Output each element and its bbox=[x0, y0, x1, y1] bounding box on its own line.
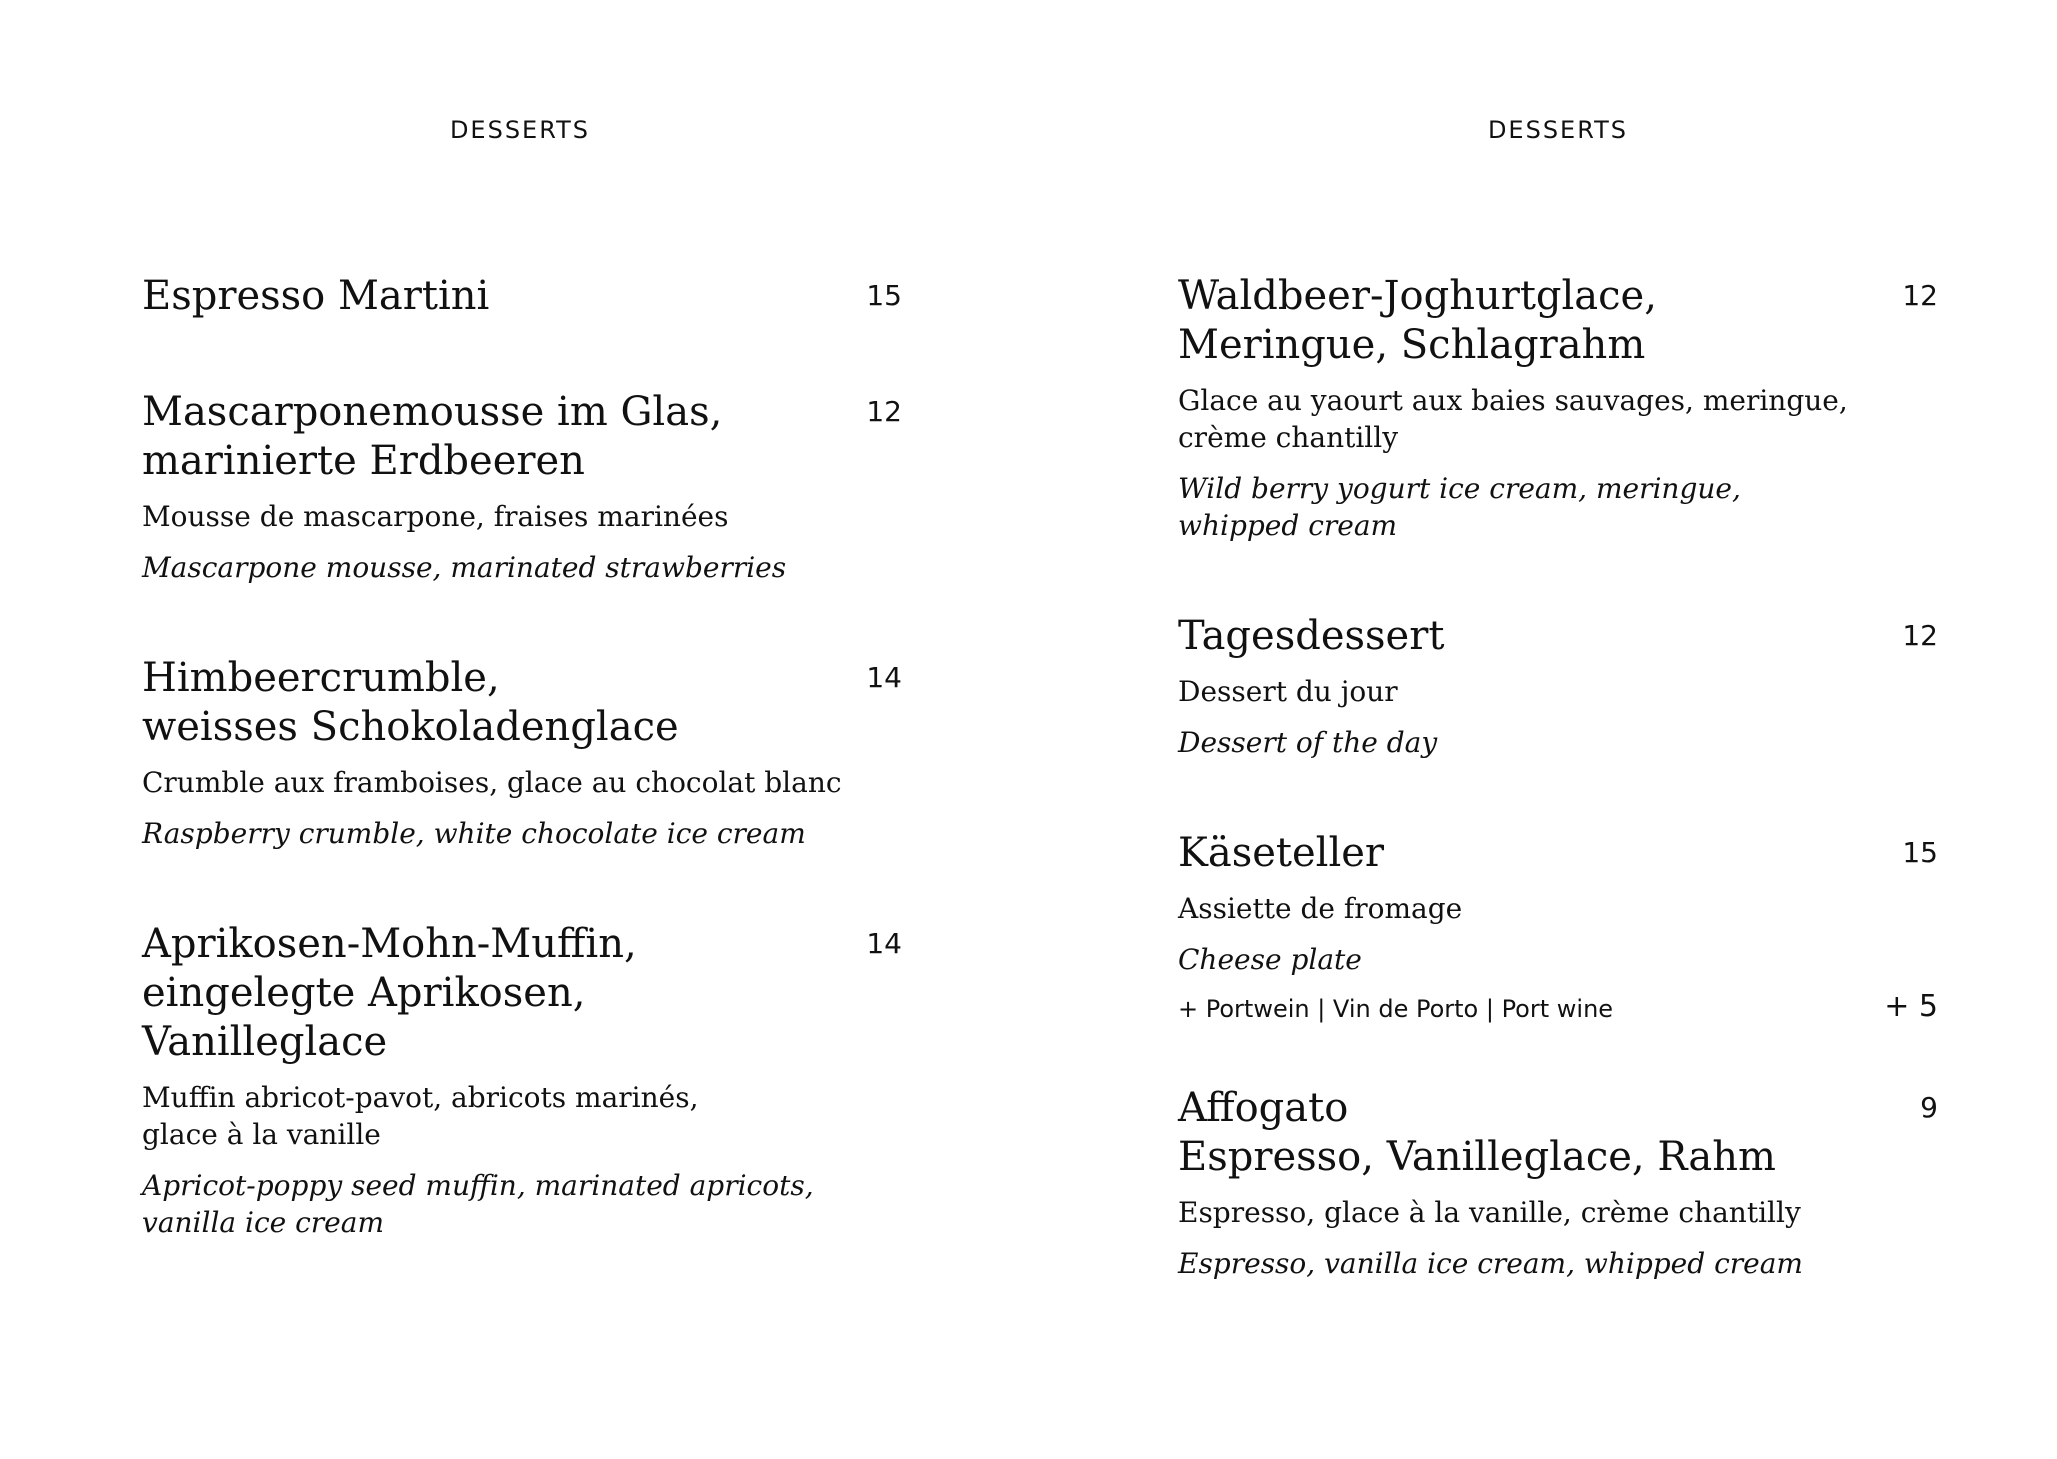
menu-item-himbeercrumble bbox=[142, 654, 902, 852]
item-name: Käseteller bbox=[1178, 830, 1385, 876]
item-name: Aprikosen-Mohn-Muffin, eingelegte Aprikosen, Vanilleglace bbox=[142, 921, 637, 1065]
item-price: 9 bbox=[1920, 1091, 1938, 1124]
menu-item-waldbeer-joghurtglace bbox=[1178, 272, 1938, 544]
item-description-en: Espresso, vanilla ice cream, whipped cream bbox=[1178, 1247, 1803, 1280]
section-header: DESSERTS bbox=[449, 116, 591, 144]
menu-item-affogato bbox=[1178, 1084, 1938, 1282]
item-name: Waldbeer-Joghurtglace, Meringue, Schlagrahm bbox=[1178, 273, 1657, 368]
item-description-en: Cheese plate bbox=[1178, 943, 1362, 976]
item-description-en: Dessert of the day bbox=[1178, 726, 1438, 759]
item-price: 15 bbox=[1902, 836, 1938, 869]
item-description-en: Raspberry crumble, white chocolate ice cream bbox=[142, 817, 806, 850]
item-description-fr: Crumble aux framboises, glace au chocolat blanc bbox=[142, 766, 842, 799]
item-description-fr: Muffin abricot-pavot, abricots marinés, glace à la vanille bbox=[142, 1081, 699, 1151]
item-price: 14 bbox=[866, 927, 902, 960]
item-price: 15 bbox=[866, 279, 902, 312]
item-price: 14 bbox=[866, 661, 902, 694]
menu-item-tagesdessert bbox=[1178, 612, 1938, 761]
item-description-fr: Assiette de fromage bbox=[1178, 892, 1463, 925]
section-header: DESSERTS bbox=[1487, 116, 1629, 144]
addon-price: + 5 bbox=[1884, 989, 1938, 1024]
item-name: Tagesdessert bbox=[1178, 613, 1445, 659]
item-description-en: Apricot-poppy seed muffin, marinated apricots, vanilla ice cream bbox=[142, 1169, 814, 1239]
item-addon bbox=[1178, 989, 1938, 1026]
item-description-en: Mascarpone mousse, marinated strawberries bbox=[142, 551, 787, 584]
menu-item-kaseteller bbox=[1178, 829, 1938, 1026]
item-price: 12 bbox=[1902, 619, 1938, 652]
menu-item-mascarponemousse bbox=[142, 388, 902, 586]
item-name: Affogato Espresso, Vanilleglace, Rahm bbox=[1178, 1085, 1776, 1180]
item-name: Mascarponemousse im Glas, marinierte Erdbeeren bbox=[142, 389, 723, 484]
item-description-en: Wild berry yogurt ice cream, meringue, whipped cream bbox=[1178, 472, 1741, 542]
item-description-fr: Mousse de mascarpone, fraises marinées bbox=[142, 500, 729, 533]
addon-label: + Portwein | Vin de Porto | Port wine bbox=[1178, 995, 1614, 1023]
item-price: 12 bbox=[1902, 279, 1938, 312]
item-description-fr: Glace au yaourt aux baies sauvages, meringue, crème chantilly bbox=[1178, 384, 1848, 454]
item-name: Himbeercrumble, weisses Schokoladenglace bbox=[142, 655, 679, 750]
menu-item-aprikosen-mohn-muffin bbox=[142, 920, 902, 1241]
item-description-fr: Espresso, glace à la vanille, crème chantilly bbox=[1178, 1196, 1801, 1229]
item-name: Espresso Martini bbox=[142, 273, 490, 319]
item-description-fr: Dessert du jour bbox=[1178, 675, 1398, 708]
item-price: 12 bbox=[866, 395, 902, 428]
menu-item-espresso-martini bbox=[142, 272, 902, 321]
